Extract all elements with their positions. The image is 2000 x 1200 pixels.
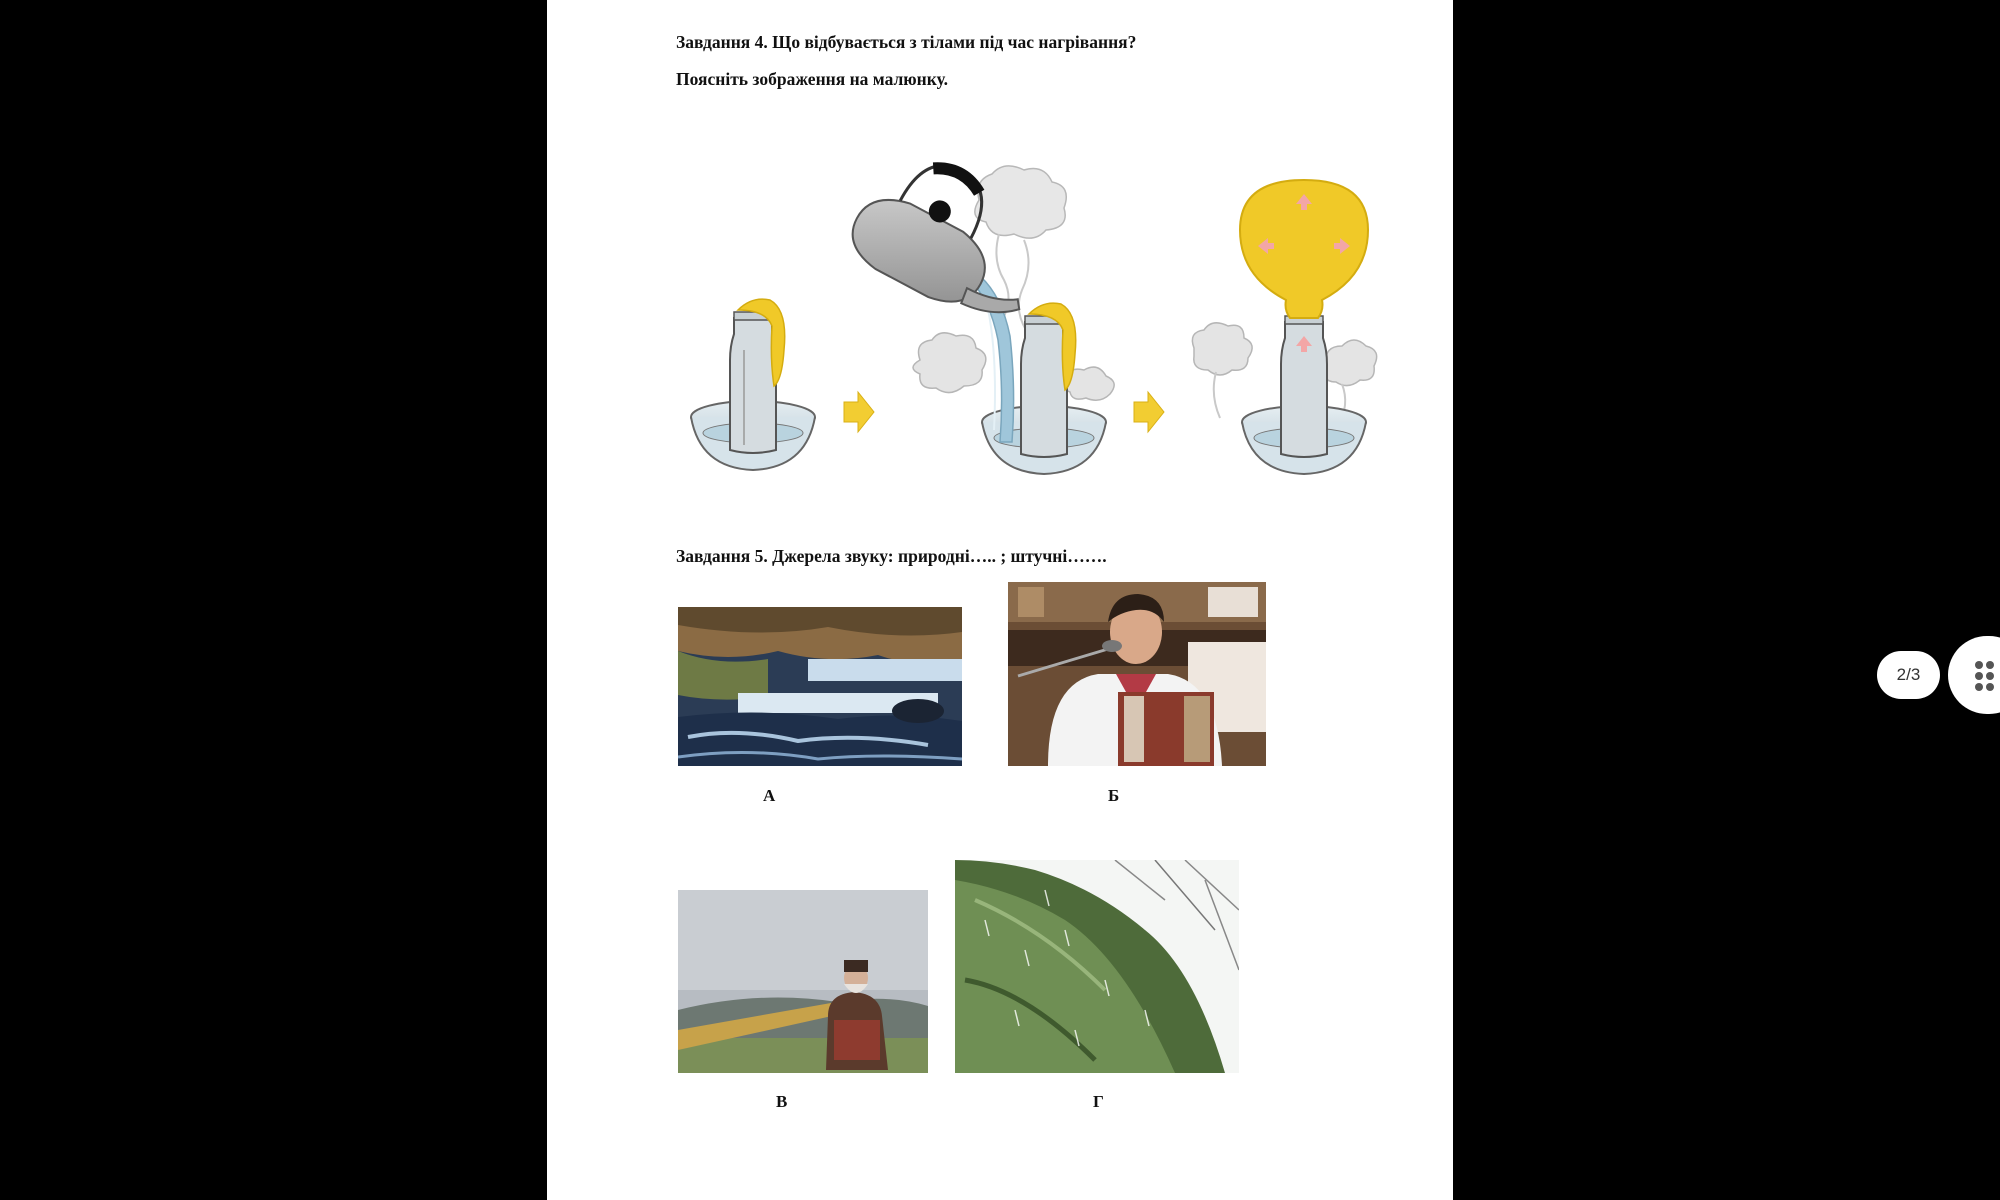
stage-3-bottle [1192, 180, 1376, 474]
photo-label-d: Г [1093, 1092, 1104, 1111]
stage-1-bottle [691, 299, 815, 470]
task5-title: Завдання 5. Джерела звуку: природні….. ; штучні……. [676, 546, 1107, 566]
arrow-2 [1134, 392, 1164, 432]
task4-title: Завдання 4. Що відбувається з тілами під час нагрівання? [676, 32, 1137, 52]
photo-label-b: Б [1108, 786, 1120, 805]
photo-hail [955, 860, 1239, 1073]
grid-dots-icon [1975, 661, 2000, 691]
stage-2-bottle [840, 150, 1114, 474]
heating-experiment-illustration [674, 150, 1384, 480]
task4-subtitle: Поясніть зображення на малюнку. [676, 69, 948, 89]
photo-waterfall [678, 607, 962, 766]
arrow-1 [844, 392, 874, 432]
photo-trembita-player [678, 890, 928, 1073]
photo-label-c: В [776, 1092, 788, 1111]
document-page [547, 0, 1453, 1200]
viewer-menu-button[interactable] [1948, 636, 2000, 714]
photo-label-a: А [763, 786, 776, 805]
photo-accordion-player [1008, 582, 1266, 766]
page-indicator: 2/3 [1877, 651, 1940, 699]
